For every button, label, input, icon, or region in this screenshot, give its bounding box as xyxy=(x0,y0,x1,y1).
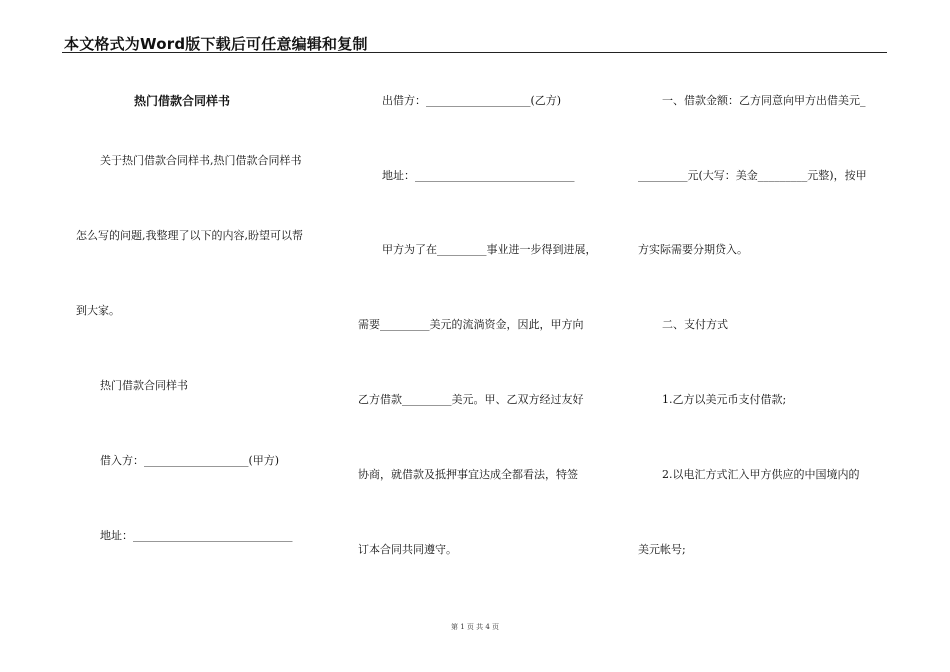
text-line: 2.以电汇方式汇入甲方供应的中国境内的 xyxy=(662,468,860,481)
text-line: 甲方为了在_________事业进一步得到进展， xyxy=(382,243,597,256)
text-line: 1.乙方以美元币支付借款; xyxy=(662,393,787,406)
text-line: 需要_________美元的流淌资金，因此，甲方向 xyxy=(358,318,584,331)
page-indicator: 第 1 页 共 4 页 xyxy=(450,623,500,631)
text-line: 出借方：___________________(乙方) xyxy=(382,94,562,107)
text-line: 借入方：___________________(甲方) xyxy=(100,454,280,467)
document-title: 热门借款合同样书 xyxy=(134,94,231,108)
text-line: 美元帐号; xyxy=(638,543,686,556)
text-line: 到大家。 xyxy=(76,304,120,317)
text-line: _________元(大写：美金_________元整)，按甲 xyxy=(638,169,867,182)
column-3 xyxy=(636,0,888,672)
text-line: 订本合同共同遵守。 xyxy=(358,543,457,556)
column-2 xyxy=(356,0,618,672)
header-title: 本文格式为Word版下载后可任意编辑和复制 xyxy=(64,35,368,53)
text-line: 一、借款金额：乙方同意向甲方出借美元_ xyxy=(662,94,866,107)
text-line: 地址：_____________________________ xyxy=(382,169,575,182)
text-line: 关于热门借款合同样书,热门借款合同样书 xyxy=(100,154,302,167)
text-line: 怎么写的问题,我整理了以下的内容,盼望可以帮 xyxy=(76,229,303,242)
text-line: 协商，就借款及抵押事宜达成全都看法，特签 xyxy=(358,468,578,481)
column-1 xyxy=(76,0,328,672)
text-line: 二、支付方式 xyxy=(662,318,728,331)
text-line: 乙方借款_________美元。甲、乙双方经过友好 xyxy=(358,393,584,406)
text-line: 方实际需要分期贷入。 xyxy=(638,243,748,256)
text-line: 热门借款合同样书 xyxy=(100,379,188,392)
text-line: 地址：_____________________________ xyxy=(100,529,293,542)
